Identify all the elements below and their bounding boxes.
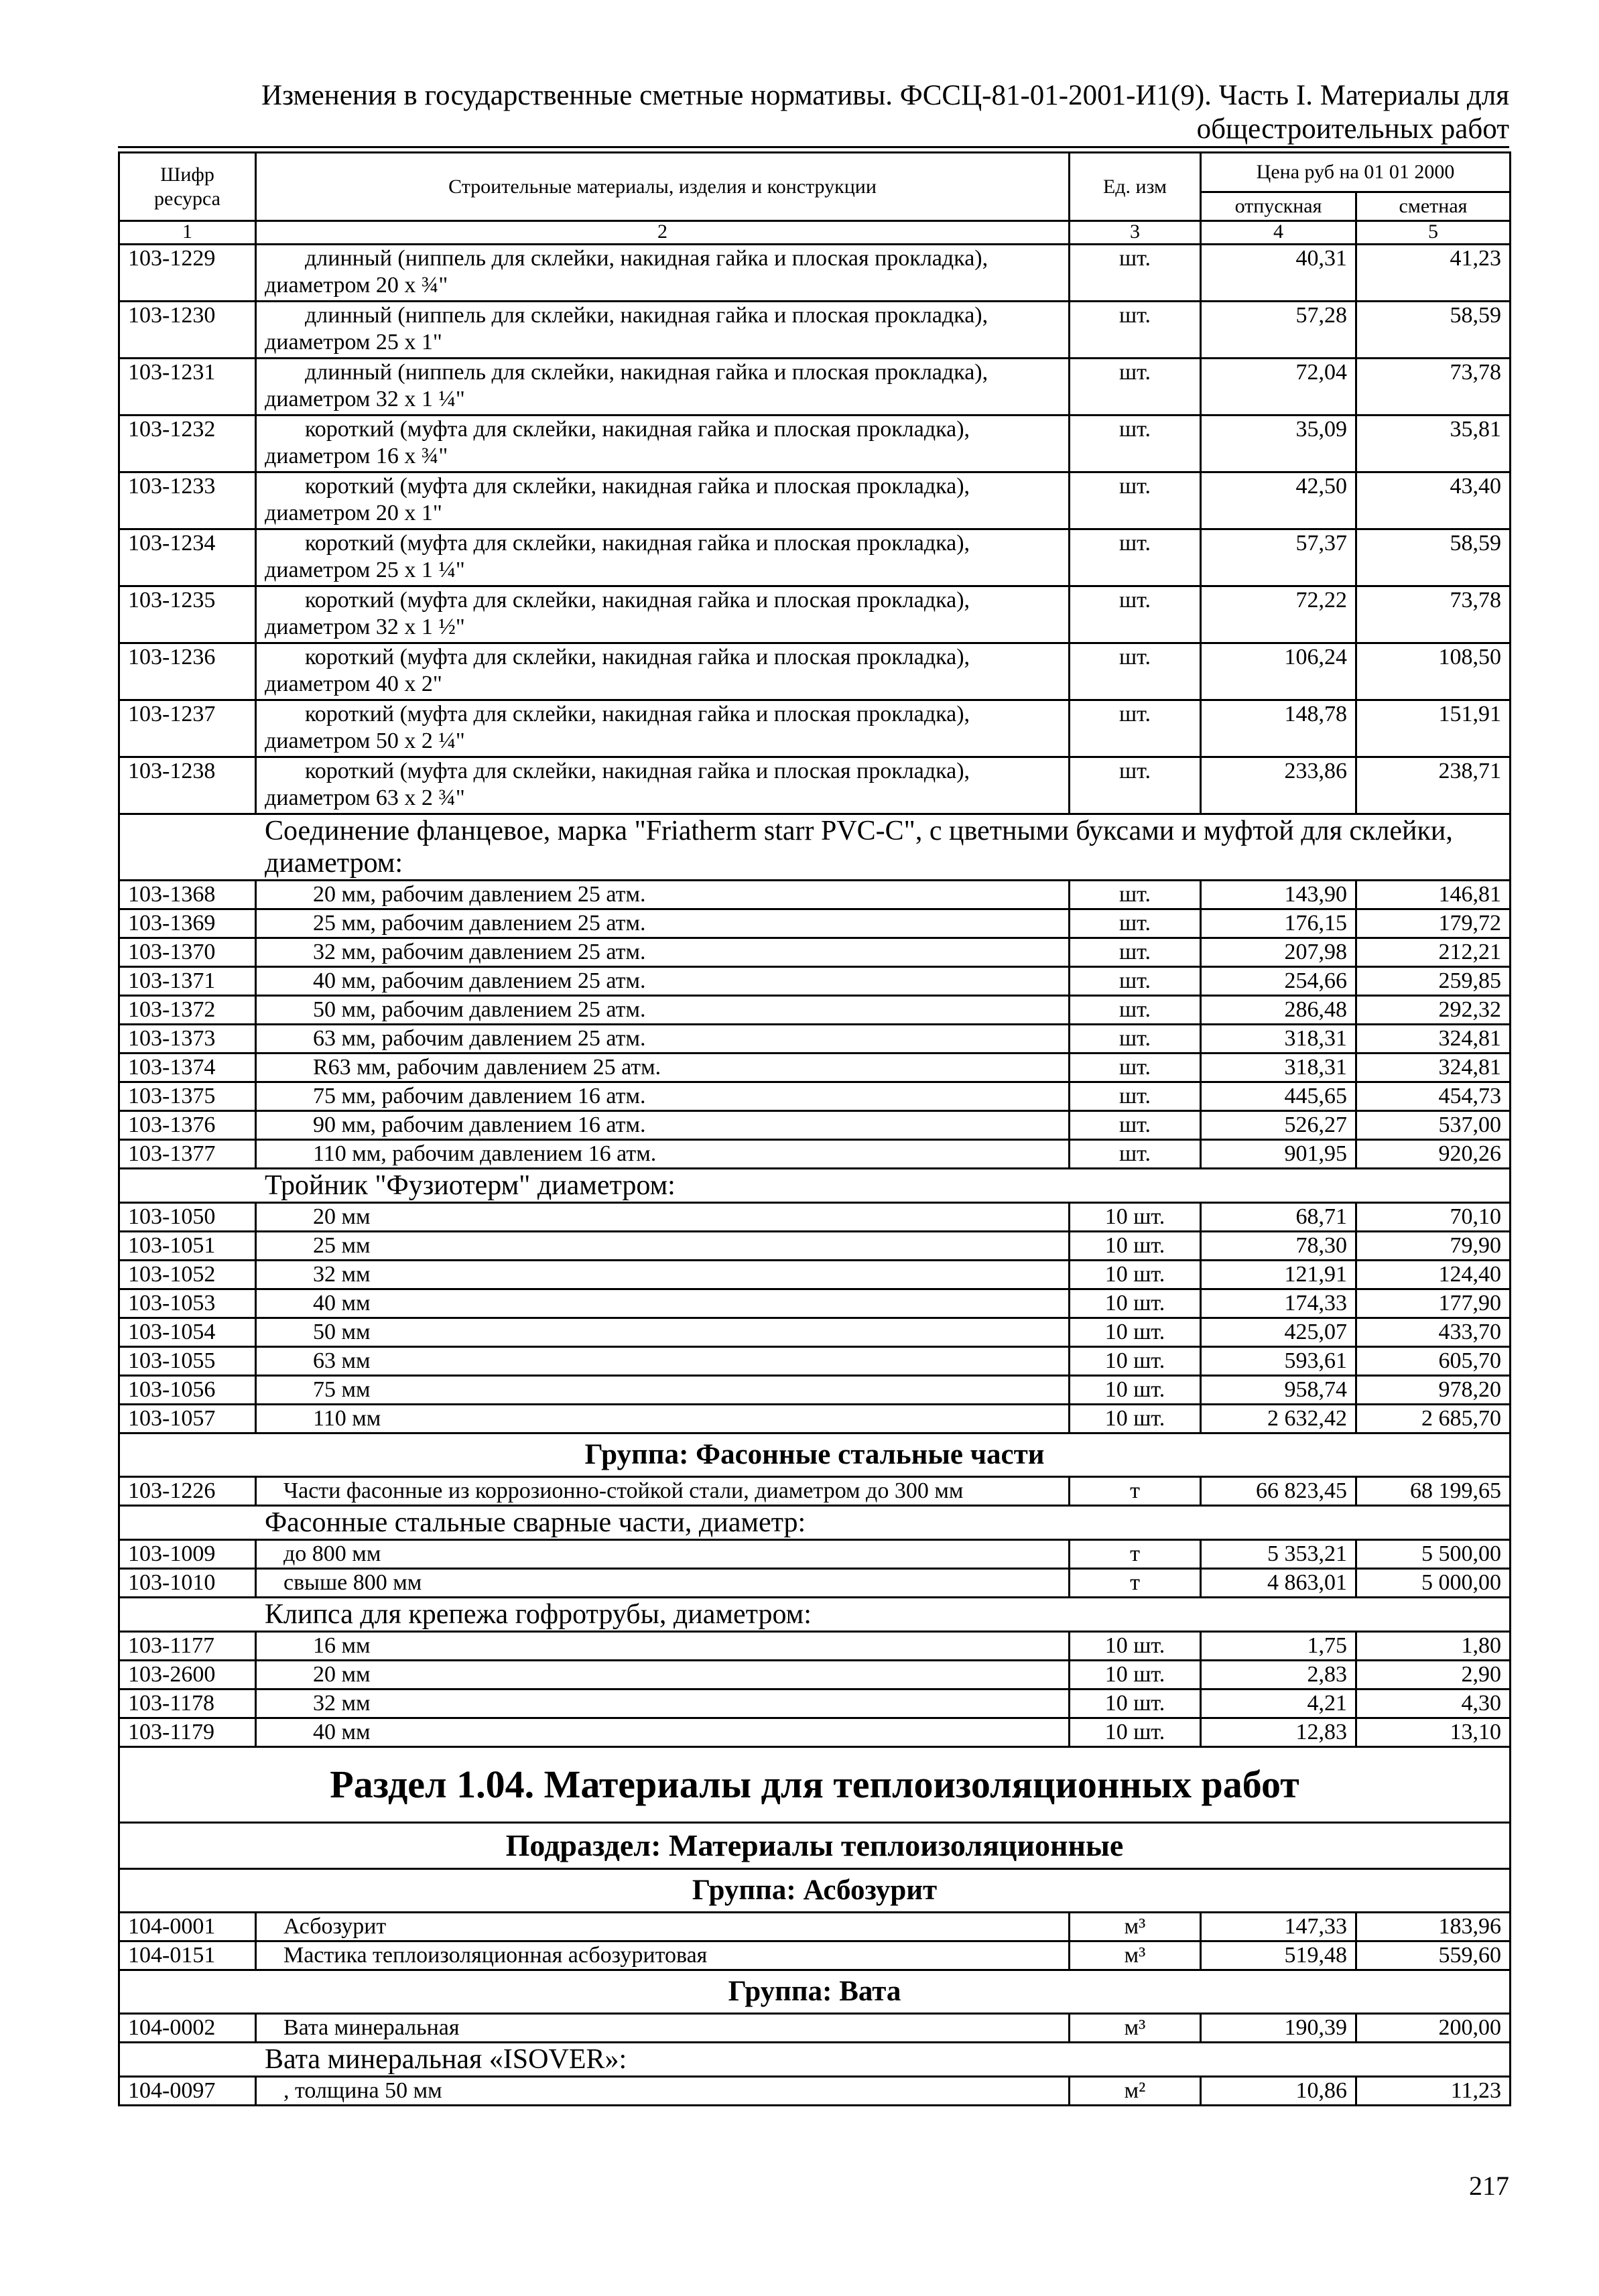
unit: шт. (1070, 586, 1201, 643)
release-price: 593,61 (1201, 1347, 1356, 1376)
unit: 10 шт. (1070, 1405, 1201, 1433)
resource-name-line-2: диаметром 20 х ¾" (265, 273, 448, 298)
subgroup-title-tee: Тройник "Фузиотерм" диаметром: (119, 1169, 1511, 1203)
group-title-wool: Группа: Вата (119, 1970, 1511, 2014)
estimate-price: 4,30 (1356, 1689, 1511, 1718)
group-title-steel: Группа: Фасонные стальные части (119, 1433, 1511, 1477)
resource-code: 103-1375 (119, 1082, 256, 1111)
table-row (119, 1913, 1511, 1941)
section-title-row (119, 1747, 1511, 1823)
resource-code: 103-1372 (119, 996, 256, 1025)
unit: шт. (1070, 938, 1201, 967)
release-price: 72,04 (1201, 359, 1356, 416)
column-number: 3 (1070, 221, 1201, 245)
unit: 10 шт. (1070, 1289, 1201, 1318)
table-row (119, 586, 1511, 643)
resource-code: 103-1178 (119, 1689, 256, 1718)
subgroup-row (119, 814, 1511, 881)
column-header-name: Строительные материалы, изделия и конструкции (256, 153, 1070, 221)
estimate-price: 13,10 (1356, 1718, 1511, 1747)
resource-code: 103-1053 (119, 1289, 256, 1318)
unit: 10 шт. (1070, 1261, 1201, 1289)
estimate-price: 41,23 (1356, 245, 1511, 302)
release-price: 233,86 (1201, 757, 1356, 814)
resource-name-line-1: короткий (муфта для склейки, накидная гайка и плоская прокладка), (305, 474, 970, 499)
table-row (119, 996, 1511, 1025)
unit: шт. (1070, 1140, 1201, 1169)
estimate-price: 5 500,00 (1356, 1540, 1511, 1569)
resource-code: 103-1374 (119, 1054, 256, 1082)
unit: т (1070, 1569, 1201, 1598)
resource-name (256, 472, 1070, 529)
resource-name: 63 мм (256, 1347, 1070, 1376)
release-price: 526,27 (1201, 1111, 1356, 1140)
resource-name (256, 700, 1070, 757)
table-row (119, 1376, 1511, 1405)
estimate-price: 11,23 (1356, 2077, 1511, 2106)
unit: 10 шт. (1070, 1318, 1201, 1347)
estimate-price: 151,91 (1356, 700, 1511, 757)
table-row (119, 1718, 1511, 1747)
resource-name-line-1: короткий (муфта для склейки, накидная гайка и плоская прокладка), (305, 702, 970, 726)
estimate-price: 324,81 (1356, 1025, 1511, 1054)
table-row (119, 1540, 1511, 1569)
resource-name (256, 416, 1070, 472)
release-price: 10,86 (1201, 2077, 1356, 2106)
table-row (119, 881, 1511, 909)
table-row (119, 1232, 1511, 1261)
unit: 10 шт. (1070, 1203, 1201, 1232)
estimate-price: 454,73 (1356, 1082, 1511, 1111)
release-price: 318,31 (1201, 1025, 1356, 1054)
unit: 10 шт. (1070, 1661, 1201, 1689)
table-row (119, 938, 1511, 967)
table-row (119, 1941, 1511, 1970)
resource-name: Вата минеральная (256, 2014, 1070, 2043)
group-title-asbozurit: Группа: Асбозурит (119, 1869, 1511, 1913)
unit: шт. (1070, 245, 1201, 302)
resource-name-line-2: диаметром 40 х 2" (265, 672, 442, 696)
resource-name: 32 мм, рабочим давлением 25 атм. (256, 938, 1070, 967)
unit: шт. (1070, 359, 1201, 416)
column-number: 4 (1201, 221, 1356, 245)
unit: шт. (1070, 996, 1201, 1025)
release-price: 57,28 (1201, 302, 1356, 359)
release-price: 12,83 (1201, 1718, 1356, 1747)
unit: шт. (1070, 1054, 1201, 1082)
resource-name: 50 мм, рабочим давлением 25 атм. (256, 996, 1070, 1025)
table-row (119, 1347, 1511, 1376)
release-price: 4 863,01 (1201, 1569, 1356, 1598)
table-row (119, 700, 1511, 757)
release-price: 254,66 (1201, 967, 1356, 996)
release-price: 176,15 (1201, 909, 1356, 938)
resource-code: 103-1370 (119, 938, 256, 967)
estimate-price: 292,32 (1356, 996, 1511, 1025)
resource-name (256, 245, 1070, 302)
table-row (119, 416, 1511, 472)
estimate-price: 2,90 (1356, 1661, 1511, 1689)
table-row (119, 1569, 1511, 1598)
resource-name (256, 529, 1070, 586)
estimate-price: 200,00 (1356, 2014, 1511, 2043)
resource-code: 103-1376 (119, 1111, 256, 1140)
estimate-price: 73,78 (1356, 586, 1511, 643)
resource-name: R63 мм, рабочим давлением 25 атм. (256, 1054, 1070, 1082)
unit: м³ (1070, 1913, 1201, 1941)
resource-code: 103-1054 (119, 1318, 256, 1347)
estimate-price: 177,90 (1356, 1289, 1511, 1318)
column-number: 1 (119, 221, 256, 245)
estimate-price: 433,70 (1356, 1318, 1511, 1347)
resource-name: 110 мм, рабочим давлением 16 атм. (256, 1140, 1070, 1169)
estimate-price: 559,60 (1356, 1941, 1511, 1970)
resource-name: 20 мм, рабочим давлением 25 атм. (256, 881, 1070, 909)
page-header (118, 79, 1509, 146)
resource-name: до 800 мм (256, 1540, 1070, 1569)
header-rule (118, 146, 1509, 148)
subgroup-title-isover: Вата минеральная «ISOVER»: (119, 2043, 1511, 2077)
release-price: 148,78 (1201, 700, 1356, 757)
estimate-price: 146,81 (1356, 881, 1511, 909)
subgroup-row (119, 1598, 1511, 1632)
resource-code: 103-1230 (119, 302, 256, 359)
resource-code: 104-0002 (119, 2014, 256, 2043)
release-price: 121,91 (1201, 1261, 1356, 1289)
release-price: 2,83 (1201, 1661, 1356, 1689)
release-price: 958,74 (1201, 1376, 1356, 1405)
table-row (119, 1689, 1511, 1718)
price-table (118, 151, 1511, 2106)
table-row (119, 1054, 1511, 1082)
resource-code: 104-0001 (119, 1913, 256, 1941)
resource-code: 104-0151 (119, 1941, 256, 1970)
table-row (119, 1025, 1511, 1054)
resource-name: 40 мм, рабочим давлением 25 атм. (256, 967, 1070, 996)
column-header-price: Цена руб на 01 01 2000 (1201, 153, 1511, 192)
release-price: 1,75 (1201, 1632, 1356, 1661)
release-price: 174,33 (1201, 1289, 1356, 1318)
unit: м³ (1070, 2014, 1201, 2043)
resource-code: 103-1177 (119, 1632, 256, 1661)
release-price: 42,50 (1201, 472, 1356, 529)
resource-name (256, 586, 1070, 643)
table-row (119, 757, 1511, 814)
estimate-price: 58,59 (1356, 302, 1511, 359)
table-row (119, 909, 1511, 938)
column-number: 5 (1356, 221, 1511, 245)
resource-code: 103-1373 (119, 1025, 256, 1054)
resource-code: 103-1232 (119, 416, 256, 472)
resource-name-line-2: диаметром 25 х 1" (265, 330, 442, 355)
release-price: 57,37 (1201, 529, 1356, 586)
resource-code: 103-1052 (119, 1261, 256, 1289)
release-price: 68,71 (1201, 1203, 1356, 1232)
release-price: 4,21 (1201, 1689, 1356, 1718)
table-row (119, 1661, 1511, 1689)
release-price: 425,07 (1201, 1318, 1356, 1347)
group-title-steel-row (119, 1433, 1511, 1477)
resource-code: 103-1179 (119, 1718, 256, 1747)
resource-code: 103-1226 (119, 1477, 256, 1506)
unit: 10 шт. (1070, 1632, 1201, 1661)
estimate-price: 79,90 (1356, 1232, 1511, 1261)
column-number: 2 (256, 221, 1070, 245)
estimate-price: 70,10 (1356, 1203, 1511, 1232)
unit: 10 шт. (1070, 1232, 1201, 1261)
subgroup-title-weld: Фасонные стальные сварные части, диаметр: (119, 1506, 1511, 1540)
resource-name: 25 мм (256, 1232, 1070, 1261)
table-row (119, 1632, 1511, 1661)
resource-code: 103-1234 (119, 529, 256, 586)
table-row (119, 1318, 1511, 1347)
release-price: 901,95 (1201, 1140, 1356, 1169)
table-row (119, 2014, 1511, 2043)
resource-name: 32 мм (256, 1261, 1070, 1289)
release-price: 207,98 (1201, 938, 1356, 967)
unit: т (1070, 1540, 1201, 1569)
resource-code: 103-1368 (119, 881, 256, 909)
resource-name-line-2: диаметром 16 х ¾" (265, 444, 448, 468)
subsection-title-row (119, 1823, 1511, 1869)
subgroup-row (119, 2043, 1511, 2077)
resource-code: 103-1238 (119, 757, 256, 814)
resource-code: 103-1057 (119, 1405, 256, 1433)
resource-name: 20 мм (256, 1661, 1070, 1689)
estimate-price: 183,96 (1356, 1913, 1511, 1941)
price-table-body (119, 153, 1511, 2106)
column-header-estimate: сметная (1356, 192, 1511, 221)
table-row (119, 359, 1511, 416)
table-row (119, 1111, 1511, 1140)
release-price: 445,65 (1201, 1082, 1356, 1111)
release-price: 5 353,21 (1201, 1540, 1356, 1569)
unit: 10 шт. (1070, 1376, 1201, 1405)
estimate-price: 324,81 (1356, 1054, 1511, 1082)
subgroup-title-flange: Соединение фланцевое, марка "Friatherm starr PVC-C", с цветными буксами и муфтой для склейки, диаметром: (119, 814, 1511, 881)
release-price: 78,30 (1201, 1232, 1356, 1261)
unit: шт. (1070, 757, 1201, 814)
resource-name-line-1: длинный (ниппель для склейки, накидная гайка и плоская прокладка), (305, 303, 988, 328)
release-price: 106,24 (1201, 643, 1356, 700)
group-title-wool-row (119, 1970, 1511, 2014)
resource-code: 103-1231 (119, 359, 256, 416)
table-row (119, 529, 1511, 586)
resource-name (256, 302, 1070, 359)
estimate-price: 238,71 (1356, 757, 1511, 814)
table-row (119, 1405, 1511, 1433)
resource-name: 40 мм (256, 1718, 1070, 1747)
resource-name-line-1: длинный (ниппель для склейки, накидная гайка и плоская прокладка), (305, 360, 988, 385)
table-row (119, 643, 1511, 700)
resource-name-line-2: диаметром 32 х 1 ¼" (265, 387, 465, 411)
resource-name: 75 мм, рабочим давлением 16 атм. (256, 1082, 1070, 1111)
release-price: 147,33 (1201, 1913, 1356, 1941)
resource-name: Части фасонные из коррозионно-стойкой стали, диаметром до 300 мм (256, 1477, 1070, 1506)
resource-name (256, 359, 1070, 416)
unit: 10 шт. (1070, 1689, 1201, 1718)
header-line-2: общестроительных работ (1196, 113, 1509, 145)
estimate-price: 537,00 (1356, 1111, 1511, 1140)
estimate-price: 212,21 (1356, 938, 1511, 967)
resource-name: Мастика теплоизоляционная асбозуритовая (256, 1941, 1070, 1970)
resource-name: 40 мм (256, 1289, 1070, 1318)
estimate-price: 1,80 (1356, 1632, 1511, 1661)
resource-name-line-1: короткий (муфта для склейки, накидная гайка и плоская прокладка), (305, 645, 970, 669)
unit: м² (1070, 2077, 1201, 2106)
resource-name: 90 мм, рабочим давлением 16 атм. (256, 1111, 1070, 1140)
column-header-code: Шифр ресурса (119, 153, 256, 221)
subgroup-row (119, 1506, 1511, 1540)
estimate-price: 2 685,70 (1356, 1405, 1511, 1433)
table-row (119, 1203, 1511, 1232)
estimate-price: 259,85 (1356, 967, 1511, 996)
resource-code: 103-1371 (119, 967, 256, 996)
release-price: 72,22 (1201, 586, 1356, 643)
resource-name-line-2: диаметром 32 х 1 ½" (265, 615, 465, 639)
estimate-price: 179,72 (1356, 909, 1511, 938)
table-row (119, 472, 1511, 529)
resource-name-line-2: диаметром 63 х 2 ¾" (265, 785, 465, 810)
resource-name-line-2: диаметром 50 х 2 ¼" (265, 728, 465, 753)
table-header-row (119, 153, 1511, 192)
resource-name: 110 мм (256, 1405, 1070, 1433)
subgroup-title-clip: Клипса для крепежа гофротрубы, диаметром: (119, 1598, 1511, 1632)
resource-code: 103-1009 (119, 1540, 256, 1569)
unit: шт. (1070, 1025, 1201, 1054)
resource-name: 75 мм (256, 1376, 1070, 1405)
estimate-price: 35,81 (1356, 416, 1511, 472)
resource-name (256, 757, 1070, 814)
resource-name-line-2: диаметром 25 х 1 ¼" (265, 558, 465, 582)
estimate-price: 73,78 (1356, 359, 1511, 416)
resource-name-line-1: короткий (муфта для склейки, накидная гайка и плоская прокладка), (305, 531, 970, 556)
column-header-unit: Ед. изм (1070, 153, 1201, 221)
table-row (119, 1082, 1511, 1111)
release-price: 318,31 (1201, 1054, 1356, 1082)
resource-name: 50 мм (256, 1318, 1070, 1347)
resource-code: 103-1236 (119, 643, 256, 700)
column-number-row (119, 221, 1511, 245)
resource-code: 103-1235 (119, 586, 256, 643)
resource-name-line-1: короткий (муфта для склейки, накидная гайка и плоская прокладка), (305, 759, 970, 783)
resource-name: Асбозурит (256, 1913, 1070, 1941)
release-price: 66 823,45 (1201, 1477, 1356, 1506)
unit: шт. (1070, 529, 1201, 586)
unit: м³ (1070, 1941, 1201, 1970)
resource-name (256, 643, 1070, 700)
section-title: Раздел 1.04. Материалы для теплоизоляционных работ (119, 1747, 1511, 1823)
release-price: 35,09 (1201, 416, 1356, 472)
resource-code: 103-1055 (119, 1347, 256, 1376)
resource-name: 16 мм (256, 1632, 1070, 1661)
unit: т (1070, 1477, 1201, 1506)
group-title-asbozurit-row (119, 1869, 1511, 1913)
table-row (119, 2077, 1511, 2106)
table-row (119, 1140, 1511, 1169)
resource-name: 32 мм (256, 1689, 1070, 1718)
page-number: 217 (1469, 2171, 1509, 2201)
table-row (119, 1477, 1511, 1506)
release-price: 2 632,42 (1201, 1405, 1356, 1433)
resource-code: 103-1010 (119, 1569, 256, 1598)
table-row (119, 302, 1511, 359)
estimate-price: 978,20 (1356, 1376, 1511, 1405)
estimate-price: 43,40 (1356, 472, 1511, 529)
table-row (119, 245, 1511, 302)
release-price: 143,90 (1201, 881, 1356, 909)
resource-name-line-1: короткий (муфта для склейки, накидная гайка и плоская прокладка), (305, 588, 970, 613)
resource-code: 103-1051 (119, 1232, 256, 1261)
unit: шт. (1070, 1111, 1201, 1140)
resource-name: 20 мм (256, 1203, 1070, 1232)
resource-name: свыше 800 мм (256, 1569, 1070, 1598)
unit: шт. (1070, 700, 1201, 757)
resource-code: 103-1233 (119, 472, 256, 529)
unit: 10 шт. (1070, 1347, 1201, 1376)
unit: шт. (1070, 1082, 1201, 1111)
resource-code: 103-1369 (119, 909, 256, 938)
estimate-price: 68 199,65 (1356, 1477, 1511, 1506)
resource-name-line-1: длинный (ниппель для склейки, накидная гайка и плоская прокладка), (305, 246, 988, 271)
release-price: 40,31 (1201, 245, 1356, 302)
resource-name-line-2: диаметром 20 х 1" (265, 501, 442, 525)
resource-code: 103-1056 (119, 1376, 256, 1405)
resource-name-line-1: короткий (муфта для склейки, накидная гайка и плоская прокладка), (305, 417, 970, 442)
table-row (119, 1261, 1511, 1289)
subsection-title: Подраздел: Материалы теплоизоляционные (119, 1823, 1511, 1869)
resource-name: 25 мм, рабочим давлением 25 атм. (256, 909, 1070, 938)
header-line-1: Изменения в государственные сметные нормативы. ФССЦ-81-01-2001-И1(9). Часть I. Материалы для (261, 80, 1509, 111)
unit: шт. (1070, 416, 1201, 472)
resource-code: 103-2600 (119, 1661, 256, 1689)
unit: 10 шт. (1070, 1718, 1201, 1747)
unit: шт. (1070, 302, 1201, 359)
unit: шт. (1070, 881, 1201, 909)
release-price: 190,39 (1201, 2014, 1356, 2043)
unit: шт. (1070, 967, 1201, 996)
resource-name: , толщина 50 мм (256, 2077, 1070, 2106)
release-price: 519,48 (1201, 1941, 1356, 1970)
resource-code: 103-1229 (119, 245, 256, 302)
release-price: 286,48 (1201, 996, 1356, 1025)
resource-code: 103-1237 (119, 700, 256, 757)
estimate-price: 605,70 (1356, 1347, 1511, 1376)
column-header-release: отпускная (1201, 192, 1356, 221)
estimate-price: 58,59 (1356, 529, 1511, 586)
estimate-price: 920,26 (1356, 1140, 1511, 1169)
subgroup-row (119, 1169, 1511, 1203)
resource-name: 63 мм, рабочим давлением 25 атм. (256, 1025, 1070, 1054)
estimate-price: 5 000,00 (1356, 1569, 1511, 1598)
table-row (119, 1289, 1511, 1318)
estimate-price: 124,40 (1356, 1261, 1511, 1289)
table-row (119, 967, 1511, 996)
unit: шт. (1070, 472, 1201, 529)
unit: шт. (1070, 643, 1201, 700)
resource-code: 104-0097 (119, 2077, 256, 2106)
unit: шт. (1070, 909, 1201, 938)
estimate-price: 108,50 (1356, 643, 1511, 700)
resource-code: 103-1050 (119, 1203, 256, 1232)
resource-code: 103-1377 (119, 1140, 256, 1169)
